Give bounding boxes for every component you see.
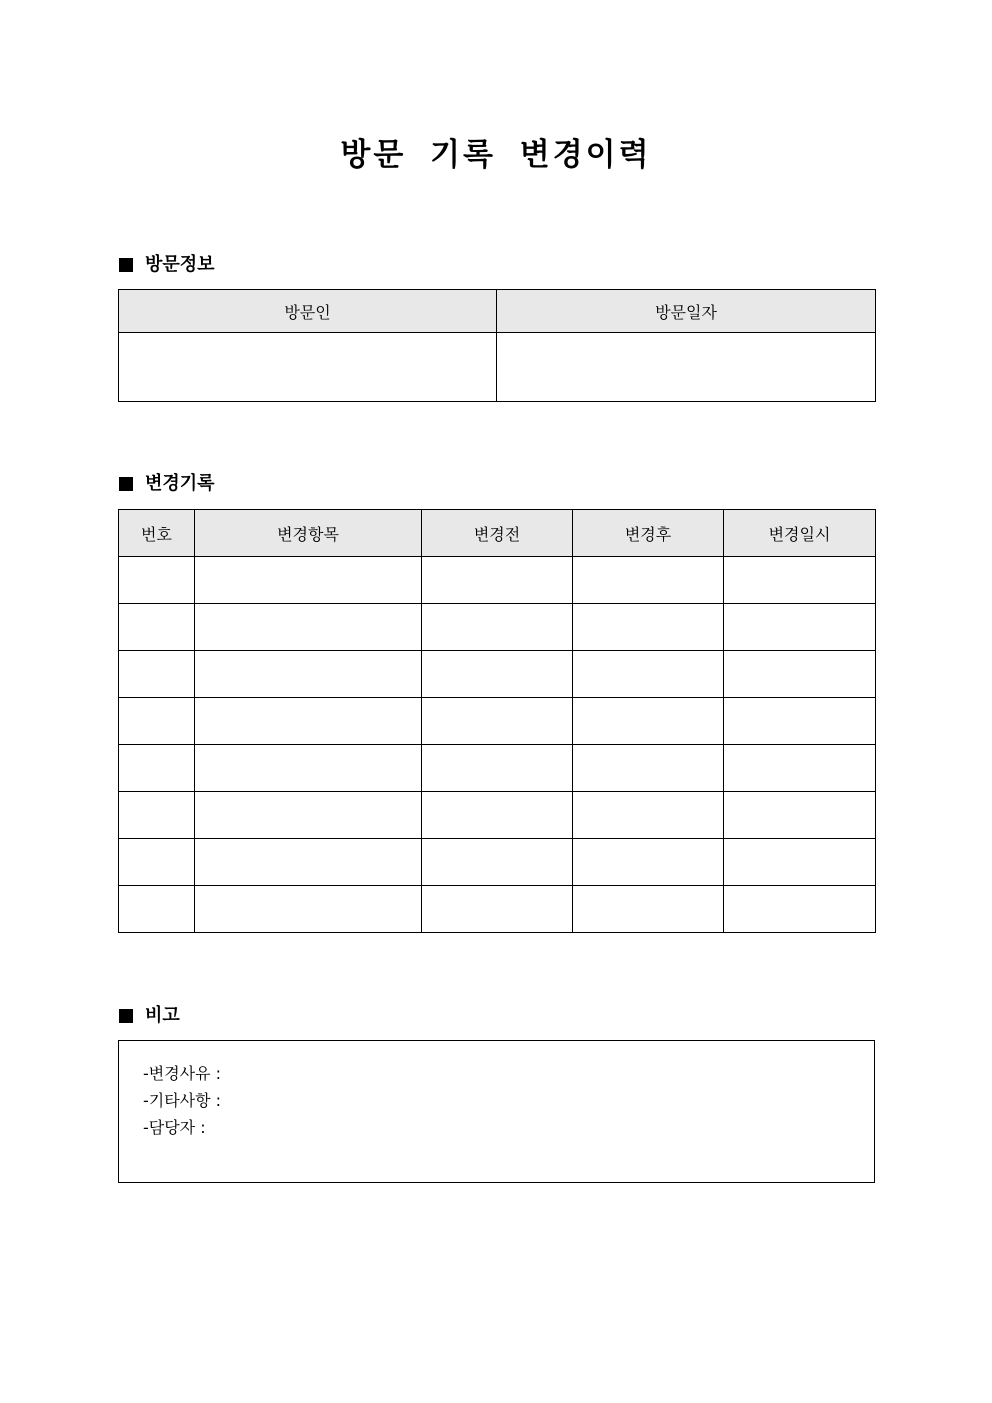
change-item-cell[interactable] — [195, 557, 422, 604]
before-cell[interactable] — [422, 557, 573, 604]
after-cell[interactable] — [573, 557, 724, 604]
section-heading-remarks — [119, 1003, 180, 1029]
change-datetime-cell[interactable] — [724, 698, 876, 745]
remark-line-person-in-charge: -담당자 : — [143, 1118, 206, 1137]
change-item-cell[interactable] — [195, 651, 422, 698]
table-row — [119, 557, 876, 604]
change-item-cell[interactable] — [195, 839, 422, 886]
section-heading-visit-info — [119, 252, 215, 278]
number-cell[interactable] — [119, 886, 195, 933]
change-datetime-cell[interactable] — [724, 745, 876, 792]
column-header-visitor: 방문인 — [119, 290, 497, 333]
before-cell[interactable] — [422, 792, 573, 839]
black-square-icon — [119, 1009, 133, 1023]
number-cell[interactable] — [119, 839, 195, 886]
column-header-after: 변경후 — [573, 510, 724, 557]
change-item-cell[interactable] — [195, 745, 422, 792]
change-datetime-cell[interactable] — [724, 839, 876, 886]
after-cell[interactable] — [573, 839, 724, 886]
before-cell[interactable] — [422, 839, 573, 886]
after-cell[interactable] — [573, 886, 724, 933]
table-header-row — [119, 290, 876, 333]
table-row — [119, 333, 876, 402]
number-cell[interactable] — [119, 651, 195, 698]
column-header-before: 변경전 — [422, 510, 573, 557]
after-cell[interactable] — [573, 792, 724, 839]
after-cell[interactable] — [573, 745, 724, 792]
after-cell[interactable] — [573, 604, 724, 651]
table-header-row — [119, 510, 876, 557]
change-item-cell[interactable] — [195, 886, 422, 933]
table-row — [119, 745, 876, 792]
change-datetime-cell[interactable] — [724, 604, 876, 651]
section-heading-change-log — [119, 471, 215, 497]
after-cell[interactable] — [573, 651, 724, 698]
remark-line-change-reason: -변경사유 : — [143, 1064, 222, 1083]
black-square-icon — [119, 477, 133, 491]
before-cell[interactable] — [422, 604, 573, 651]
before-cell[interactable] — [422, 651, 573, 698]
after-cell[interactable] — [573, 698, 724, 745]
change-item-cell[interactable] — [195, 698, 422, 745]
number-cell[interactable] — [119, 792, 195, 839]
before-cell[interactable] — [422, 745, 573, 792]
table-row — [119, 886, 876, 933]
before-cell[interactable] — [422, 886, 573, 933]
column-header-visit-date: 방문일자 — [497, 290, 876, 333]
number-cell[interactable] — [119, 745, 195, 792]
column-header-number: 번호 — [119, 510, 195, 557]
visit-info-table — [118, 289, 876, 402]
table-row — [119, 698, 876, 745]
table-row — [119, 604, 876, 651]
change-datetime-cell[interactable] — [724, 792, 876, 839]
change-datetime-cell[interactable] — [724, 651, 876, 698]
page-title: 방문 기록 변경이력 — [340, 137, 652, 173]
before-cell[interactable] — [422, 698, 573, 745]
number-cell[interactable] — [119, 698, 195, 745]
visitor-field[interactable] — [119, 333, 497, 402]
table-row — [119, 651, 876, 698]
remarks-box[interactable] — [118, 1040, 875, 1183]
section-heading-label: 변경기록 — [145, 473, 215, 494]
change-log-table — [118, 509, 876, 933]
table-row — [119, 839, 876, 886]
number-cell[interactable] — [119, 557, 195, 604]
number-cell[interactable] — [119, 604, 195, 651]
column-header-change-datetime: 변경일시 — [724, 510, 876, 557]
column-header-change-item: 변경항목 — [195, 510, 422, 557]
change-item-cell[interactable] — [195, 792, 422, 839]
section-heading-label: 방문정보 — [145, 254, 215, 275]
table-row — [119, 792, 876, 839]
black-square-icon — [119, 258, 133, 272]
visit-date-field[interactable] — [497, 333, 876, 402]
section-heading-label: 비고 — [145, 1005, 180, 1026]
change-datetime-cell[interactable] — [724, 886, 876, 933]
remark-line-other-notes: -기타사항 : — [143, 1091, 222, 1110]
change-item-cell[interactable] — [195, 604, 422, 651]
change-datetime-cell[interactable] — [724, 557, 876, 604]
